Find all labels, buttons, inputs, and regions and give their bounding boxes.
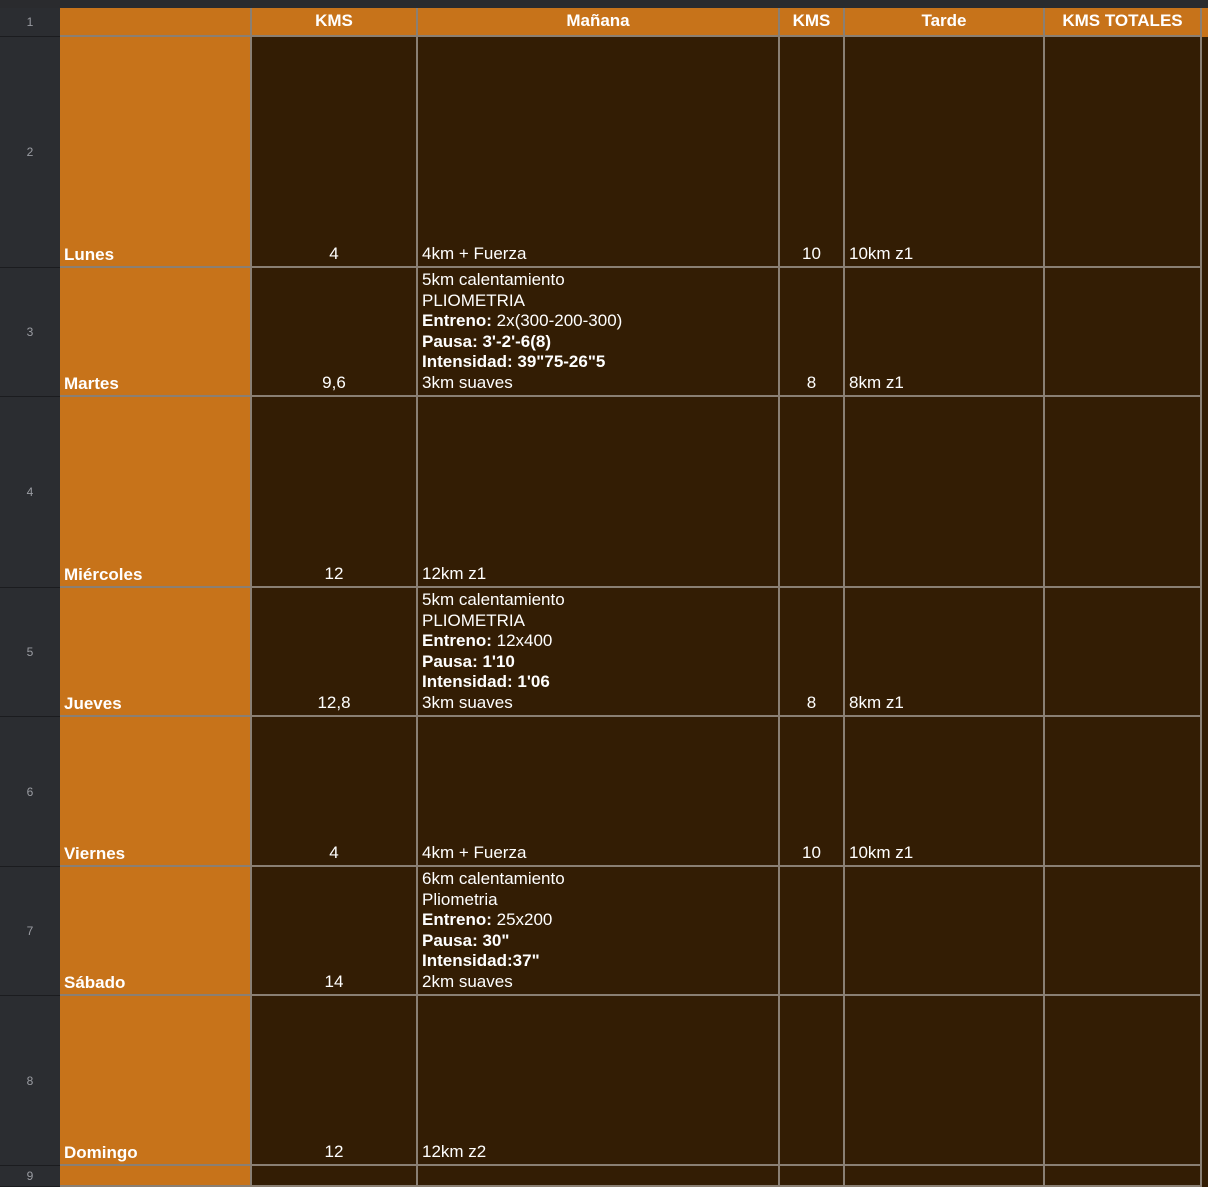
workout-line-text: 5km calentamiento	[422, 270, 565, 289]
workout-line	[422, 373, 513, 394]
kms-afternoon-cell[interactable]	[780, 37, 845, 268]
header-cell-afternoon[interactable]: Tarde	[845, 8, 1045, 37]
morning-workout-cell[interactable]	[418, 996, 780, 1166]
row-header-9[interactable]: 9	[0, 1166, 60, 1187]
workout-line-text: 4km + Fuerza	[422, 243, 527, 263]
kms-total-cell[interactable]	[1045, 717, 1202, 867]
workout-line-text: PLIOMETRIA	[422, 290, 525, 310]
afternoon-workout-cell[interactable]	[845, 717, 1045, 867]
workout-line-label: Entreno:	[422, 311, 492, 330]
kms-total-cell[interactable]	[1045, 996, 1202, 1166]
workout-line	[422, 910, 552, 931]
workout-line	[422, 244, 526, 265]
afternoon-workout-text: 8km z1	[849, 692, 904, 712]
morning-workout-cell[interactable]	[418, 37, 780, 268]
workout-line-text: 12km z1	[422, 563, 487, 583]
day-label: Miércoles	[64, 564, 143, 584]
workout-line-text: 2x(300-200-300)	[491, 311, 623, 330]
afternoon-workout-text: 8km z1	[849, 372, 904, 392]
afternoon-workout-cell[interactable]	[845, 397, 1045, 588]
morning-workout-cell[interactable]	[418, 268, 780, 397]
morning-workout-cell[interactable]	[418, 588, 780, 717]
workout-line-label: Entreno:	[422, 910, 492, 929]
row-header-1[interactable]: 1	[0, 8, 60, 37]
kms-morning-cell[interactable]	[252, 37, 418, 268]
row-header-7[interactable]: 7	[0, 867, 60, 996]
workout-line	[422, 352, 605, 373]
next-column-edge	[1202, 8, 1208, 37]
day-label: Jueves	[64, 693, 122, 713]
header-cell-kms-am[interactable]: KMS	[252, 8, 418, 37]
kms-afternoon-value: 10	[802, 842, 821, 862]
workout-line-text: 12x400	[491, 631, 553, 650]
kms-afternoon-cell[interactable]	[780, 867, 845, 996]
row-header-2[interactable]: 2	[0, 37, 60, 268]
kms-total-cell[interactable]	[1045, 397, 1202, 588]
day-label: Viernes	[64, 843, 126, 863]
workout-line	[422, 672, 550, 693]
header-cell-morning[interactable]: Mañana	[418, 8, 780, 37]
workout-line	[422, 931, 509, 952]
workout-line-label: Intensidad: 39"75-26"5	[422, 352, 606, 371]
kms-morning-cell[interactable]	[252, 268, 418, 397]
workout-line	[422, 693, 513, 714]
kms-morning-value: 4	[329, 243, 339, 263]
workout-line	[422, 291, 525, 312]
day-cell[interactable]	[60, 397, 252, 588]
workout-line	[422, 1142, 486, 1163]
workout-line-text: PLIOMETRIA	[422, 610, 525, 630]
kms-afternoon-cell[interactable]	[780, 268, 845, 397]
workout-line-text: 2km suaves	[422, 971, 513, 991]
morning-workout-cell[interactable]	[418, 867, 780, 996]
day-label: Martes	[64, 373, 119, 393]
workout-line	[422, 611, 525, 632]
workout-line	[422, 869, 565, 890]
kms-morning-value: 4	[329, 842, 339, 862]
workout-line-label: Pausa: 1'10	[422, 651, 515, 671]
kms-afternoon-value: 8	[806, 692, 817, 712]
workout-line-text: 25x200	[491, 910, 553, 929]
empty-cell[interactable]	[1045, 1166, 1202, 1187]
day-cell[interactable]	[60, 268, 252, 397]
workout-line-label: Pausa: 3'-2'-6(8)	[422, 331, 552, 351]
empty-cell[interactable]	[845, 1166, 1045, 1187]
workout-line-text: 3km suaves	[422, 692, 513, 712]
kms-afternoon-value: 10	[802, 243, 821, 263]
workout-line-text: 3km suaves	[422, 372, 513, 392]
workout-line	[422, 890, 498, 911]
workout-line	[422, 652, 515, 673]
afternoon-workout-cell[interactable]	[845, 588, 1045, 717]
workout-line-text: 6km calentamiento	[422, 869, 565, 888]
kms-afternoon-cell[interactable]	[780, 717, 845, 867]
kms-morning-value: 12	[324, 563, 344, 583]
kms-total-cell[interactable]	[1045, 588, 1202, 717]
kms-morning-value: 14	[324, 971, 344, 991]
kms-morning-cell[interactable]	[252, 397, 418, 588]
next-column-edge	[1202, 1166, 1208, 1187]
workout-line-label: Intensidad:37"	[422, 951, 540, 970]
workout-line	[422, 270, 565, 291]
workout-line-label: Entreno:	[422, 631, 492, 650]
workout-line	[422, 564, 486, 585]
row-header-6[interactable]: 6	[0, 717, 60, 867]
empty-cell[interactable]	[252, 1166, 418, 1187]
kms-morning-value: 12,8	[317, 692, 351, 712]
header-cell-total[interactable]: KMS TOTALES	[1045, 8, 1202, 37]
next-column-edge	[1202, 397, 1208, 588]
next-column-edge	[1202, 867, 1208, 996]
kms-morning-cell[interactable]	[252, 717, 418, 867]
kms-morning-cell[interactable]	[252, 867, 418, 996]
day-label: Domingo	[64, 1142, 138, 1162]
morning-workout-cell[interactable]	[418, 717, 780, 867]
afternoon-workout-cell[interactable]	[845, 996, 1045, 1166]
morning-workout-cell[interactable]	[418, 397, 780, 588]
workout-line-text: Pliometria	[422, 889, 498, 909]
kms-morning-cell[interactable]	[252, 588, 418, 717]
kms-morning-cell[interactable]	[252, 996, 418, 1166]
kms-total-cell[interactable]	[1045, 867, 1202, 996]
workout-line	[422, 951, 540, 972]
workout-line	[422, 631, 552, 652]
workout-line-text: 4km + Fuerza	[422, 842, 527, 862]
kms-total-cell[interactable]	[1045, 268, 1202, 397]
kms-afternoon-cell[interactable]	[780, 397, 845, 588]
next-column-edge	[1202, 268, 1208, 397]
kms-total-cell[interactable]	[1045, 37, 1202, 268]
row-header-4[interactable]: 4	[0, 397, 60, 588]
row-header-8[interactable]: 8	[0, 996, 60, 1166]
header-cell-kms-pm[interactable]: KMS	[780, 8, 845, 37]
workout-line-text: 12km z2	[422, 1141, 487, 1161]
afternoon-workout-cell[interactable]	[845, 867, 1045, 996]
day-cell[interactable]	[60, 996, 252, 1166]
workout-line-label: Pausa: 30"	[422, 930, 510, 950]
afternoon-workout-cell[interactable]	[845, 37, 1045, 268]
day-cell[interactable]	[60, 37, 252, 268]
afternoon-workout-text: 10km z1	[849, 842, 914, 862]
day-cell[interactable]	[60, 717, 252, 867]
top-frame	[0, 0, 1208, 8]
workout-line	[422, 311, 622, 332]
workout-line	[422, 332, 551, 353]
row-header-3[interactable]: 3	[0, 268, 60, 397]
afternoon-workout-text: 10km z1	[849, 243, 914, 263]
day-label: Sábado	[64, 972, 126, 992]
workout-line-label: Intensidad: 1'06	[422, 672, 550, 691]
day-cell[interactable]	[60, 867, 252, 996]
workout-line	[422, 972, 513, 993]
workout-line	[422, 590, 565, 611]
next-column-edge	[1202, 37, 1208, 268]
header-cell-day[interactable]	[60, 8, 252, 37]
kms-morning-value: 12	[324, 1141, 344, 1161]
next-column-edge	[1202, 717, 1208, 867]
workout-line-text: 5km calentamiento	[422, 590, 565, 609]
day-cell[interactable]	[60, 588, 252, 717]
kms-afternoon-cell[interactable]	[780, 588, 845, 717]
kms-morning-value: 9,6	[322, 372, 346, 392]
afternoon-workout-cell[interactable]	[845, 268, 1045, 397]
kms-afternoon-cell[interactable]	[780, 996, 845, 1166]
row-header-5[interactable]: 5	[0, 588, 60, 717]
next-column-edge	[1202, 996, 1208, 1166]
empty-cell[interactable]	[60, 1166, 252, 1187]
empty-cell[interactable]	[418, 1166, 780, 1187]
kms-afternoon-value: 8	[806, 372, 817, 392]
workout-line	[422, 843, 526, 864]
next-column-edge	[1202, 588, 1208, 717]
day-label: Lunes	[64, 244, 115, 264]
empty-cell[interactable]	[780, 1166, 845, 1187]
